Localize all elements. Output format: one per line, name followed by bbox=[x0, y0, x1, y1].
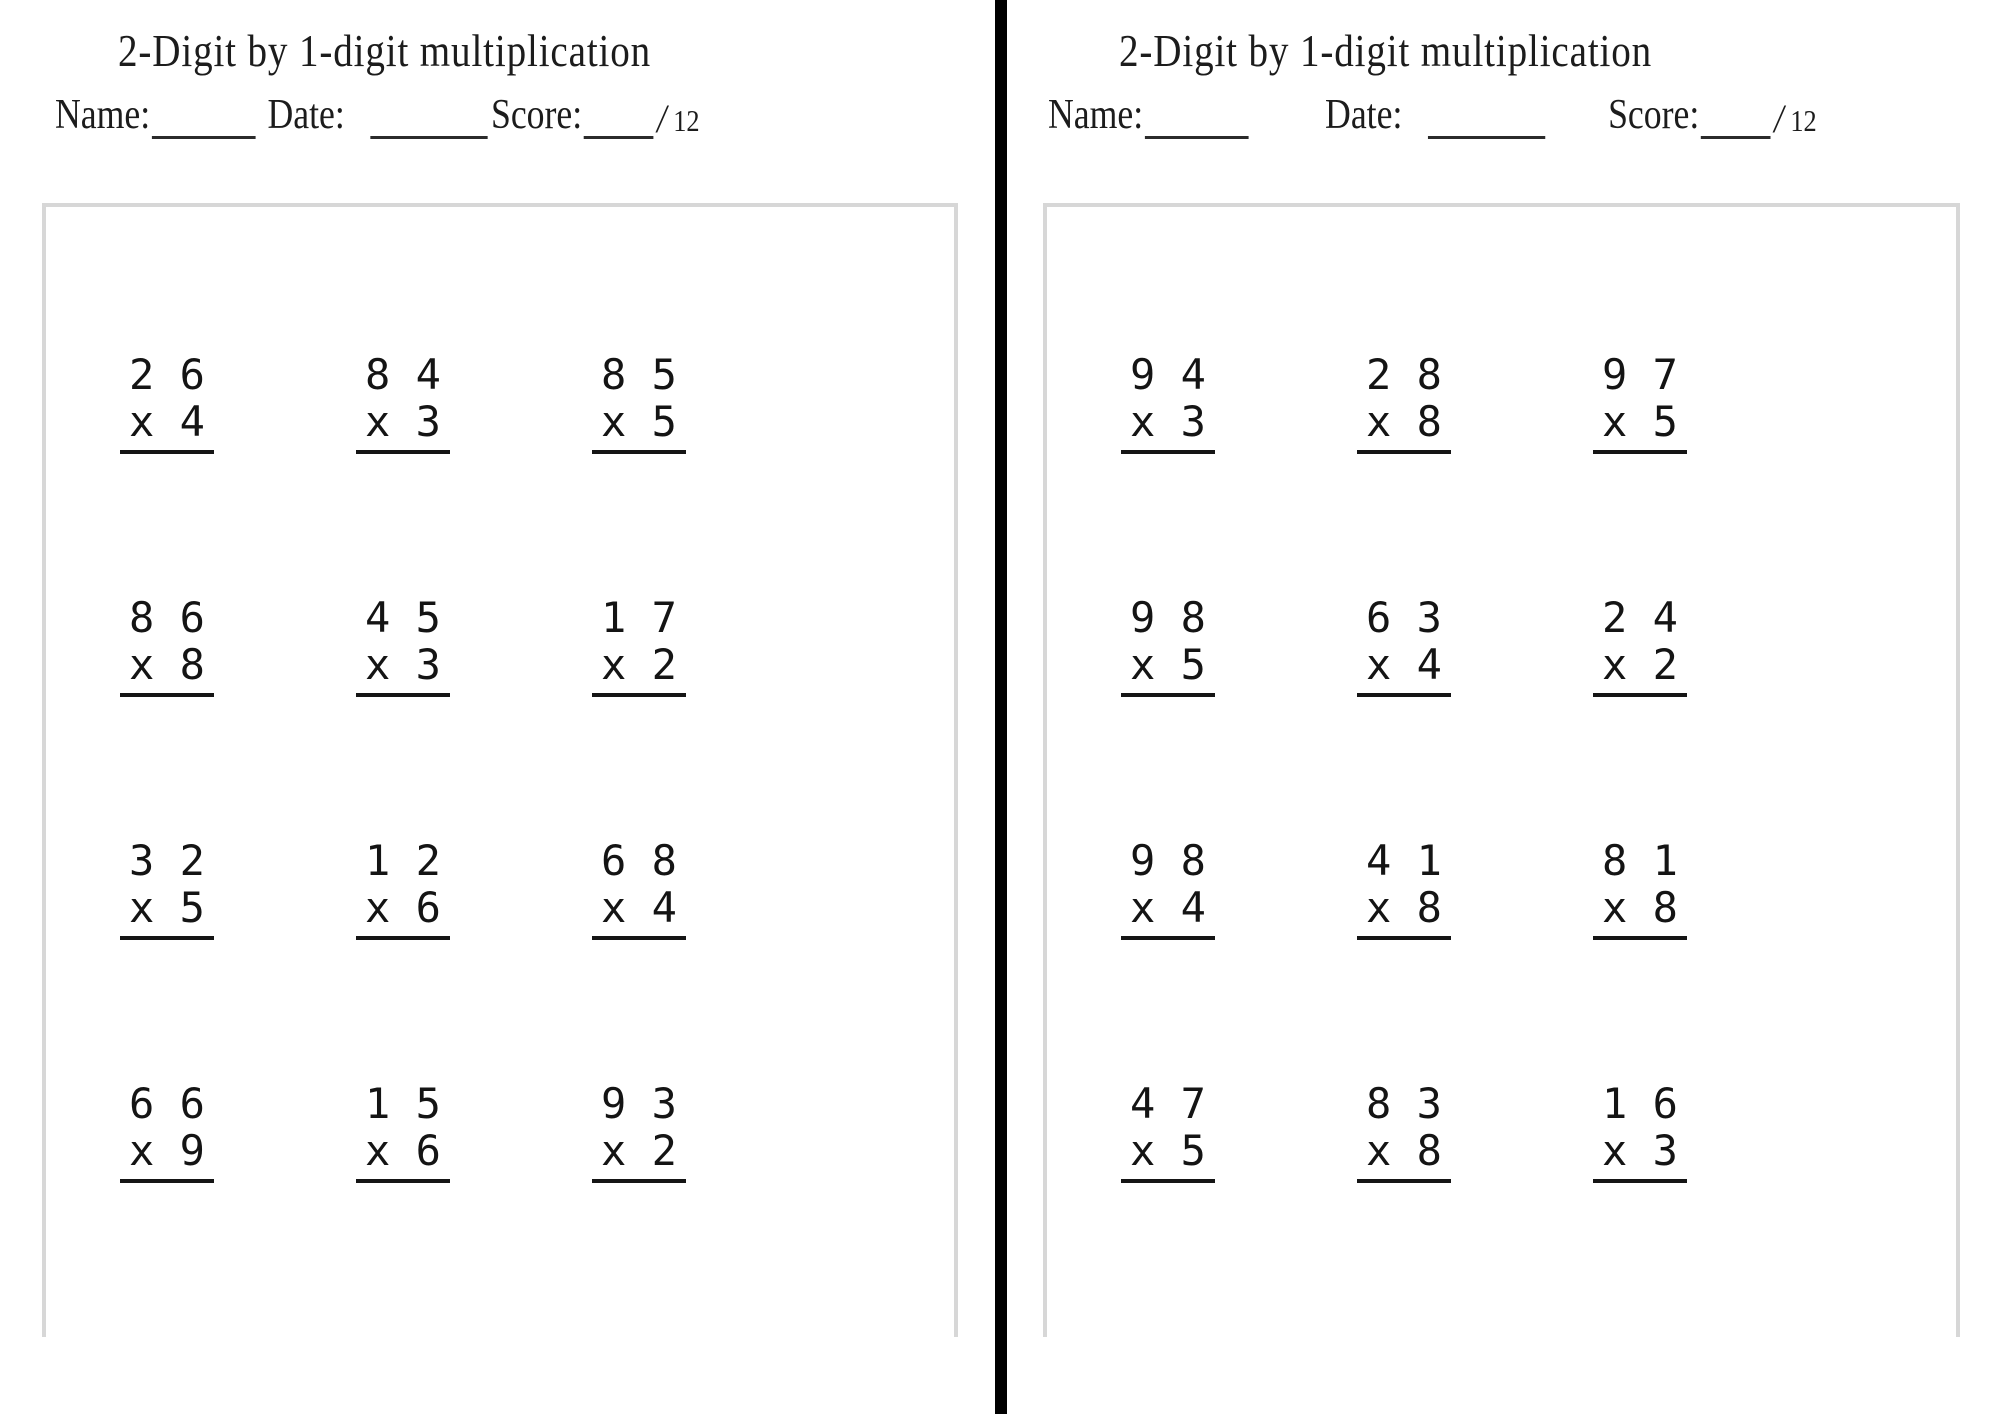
problems-box bbox=[1043, 203, 1960, 1337]
name-field bbox=[1048, 91, 1249, 139]
multiplicand-digits: 6 8 bbox=[601, 836, 677, 885]
multiplicand-digits: 2 8 bbox=[1366, 350, 1442, 399]
multiplicand-digits: 1 5 bbox=[365, 1079, 441, 1128]
multiplicand-digits: 8 6 bbox=[129, 593, 205, 642]
multiplication-problem bbox=[1593, 1080, 1687, 1183]
multiplication-problem bbox=[120, 837, 214, 940]
date-field bbox=[267, 91, 487, 139]
multiplier-row: x 4 bbox=[1366, 640, 1442, 689]
multiplication-problem bbox=[592, 351, 686, 454]
multiplication-problem bbox=[1121, 837, 1215, 940]
multiplicand-digits: 9 7 bbox=[1602, 350, 1678, 399]
name-blank-line bbox=[152, 100, 256, 139]
score-slash: / bbox=[1774, 96, 1784, 141]
multiplication-problem bbox=[1357, 1080, 1451, 1183]
multiplicand-digits: 1 7 bbox=[601, 593, 677, 642]
multiplier-row: x 5 bbox=[1602, 397, 1678, 446]
multiplicand-digits: 9 8 bbox=[1130, 593, 1206, 642]
problems-box bbox=[42, 203, 958, 1337]
multiplier-row: x 8 bbox=[129, 640, 205, 689]
multiplicand-digits: 8 3 bbox=[1366, 1079, 1442, 1128]
score-blank-line bbox=[584, 100, 654, 139]
multiplication-problem bbox=[1121, 351, 1215, 454]
multiplication-problem bbox=[1357, 837, 1451, 940]
score-blank-line bbox=[1701, 100, 1771, 139]
multiplicand-digits: 2 6 bbox=[129, 350, 205, 399]
multiplication-problem bbox=[356, 594, 450, 697]
multiplier-row: x 3 bbox=[365, 640, 441, 689]
worksheet-page-right bbox=[1007, 0, 2000, 1414]
multiplication-problem bbox=[592, 1080, 686, 1183]
score-label: Score: bbox=[490, 92, 583, 138]
multiplicand-digits: 9 4 bbox=[1130, 350, 1206, 399]
multiplier-row: x 5 bbox=[1130, 1126, 1206, 1175]
multiplier-row: x 9 bbox=[129, 1126, 205, 1175]
multiplication-problem bbox=[1121, 1080, 1215, 1183]
multiplicand-digits: 4 7 bbox=[1130, 1079, 1206, 1128]
multiplier-row: x 3 bbox=[1130, 397, 1206, 446]
multiplication-problem bbox=[1593, 594, 1687, 697]
score-slash: / bbox=[656, 96, 667, 141]
multiplier-row: x 3 bbox=[1602, 1126, 1678, 1175]
date-blank-line bbox=[1428, 100, 1545, 139]
name-label: Name: bbox=[1048, 92, 1144, 138]
multiplication-problem bbox=[356, 351, 450, 454]
score-field bbox=[1608, 91, 1817, 139]
date-label: Date: bbox=[267, 92, 345, 138]
page-divider bbox=[995, 0, 1007, 1414]
worksheet-page-left bbox=[0, 0, 995, 1414]
header-fields-row bbox=[1007, 91, 2000, 139]
multiplier-row: x 2 bbox=[1602, 640, 1678, 689]
score-total: 12 bbox=[1790, 102, 1817, 138]
multiplicand-digits: 6 3 bbox=[1366, 593, 1442, 642]
multiplier-row: x 2 bbox=[601, 1126, 677, 1175]
multiplicand-digits: 1 6 bbox=[1602, 1079, 1678, 1128]
multiplicand-digits: 6 6 bbox=[129, 1079, 205, 1128]
multiplier-row: x 5 bbox=[601, 397, 677, 446]
multiplication-problem bbox=[356, 837, 450, 940]
multiplier-row: x 5 bbox=[1130, 640, 1206, 689]
score-field bbox=[491, 91, 700, 139]
multiplier-row: x 8 bbox=[1602, 883, 1678, 932]
multiplier-row: x 6 bbox=[365, 883, 441, 932]
multiplication-problem bbox=[120, 1080, 214, 1183]
multiplicand-digits: 9 3 bbox=[601, 1079, 677, 1128]
multiplicand-digits: 4 5 bbox=[365, 593, 441, 642]
multiplicand-digits: 8 5 bbox=[601, 350, 677, 399]
multiplicand-digits: 4 1 bbox=[1366, 836, 1442, 885]
multiplier-row: x 4 bbox=[1130, 883, 1206, 932]
date-field bbox=[1325, 91, 1545, 139]
name-label: Name: bbox=[55, 92, 151, 138]
multiplication-problem bbox=[120, 351, 214, 454]
score-label: Score: bbox=[1608, 92, 1700, 138]
header-fields-row bbox=[0, 91, 995, 139]
date-blank-line bbox=[370, 100, 487, 139]
date-label: Date: bbox=[1325, 92, 1403, 138]
multiplicand-digits: 3 2 bbox=[129, 836, 205, 885]
page-title: 2-Digit by 1-digit multiplication bbox=[118, 25, 652, 76]
multiplication-problem bbox=[120, 594, 214, 697]
multiplicand-digits: 2 4 bbox=[1602, 593, 1678, 642]
score-total: 12 bbox=[673, 102, 700, 138]
multiplication-problem bbox=[592, 594, 686, 697]
multiplier-row: x 8 bbox=[1366, 883, 1442, 932]
multiplication-problem bbox=[1593, 351, 1687, 454]
multiplier-row: x 6 bbox=[365, 1126, 441, 1175]
page-title: 2-Digit by 1-digit multiplication bbox=[1119, 25, 1653, 76]
multiplier-row: x 4 bbox=[129, 397, 205, 446]
multiplication-problem bbox=[1593, 837, 1687, 940]
multiplier-row: x 4 bbox=[601, 883, 677, 932]
multiplier-row: x 3 bbox=[365, 397, 441, 446]
multiplicand-digits: 1 2 bbox=[365, 836, 441, 885]
multiplier-row: x 8 bbox=[1366, 397, 1442, 446]
multiplier-row: x 5 bbox=[129, 883, 205, 932]
multiplication-problem bbox=[356, 1080, 450, 1183]
multiplication-problem bbox=[1357, 351, 1451, 454]
multiplicand-digits: 8 4 bbox=[365, 350, 441, 399]
problems-grid bbox=[1047, 207, 1956, 1183]
name-field bbox=[55, 91, 256, 139]
problems-grid bbox=[46, 207, 954, 1183]
multiplier-row: x 2 bbox=[601, 640, 677, 689]
multiplication-problem bbox=[1357, 594, 1451, 697]
multiplicand-digits: 8 1 bbox=[1602, 836, 1678, 885]
multiplication-problem bbox=[592, 837, 686, 940]
name-blank-line bbox=[1145, 100, 1249, 139]
multiplier-row: x 8 bbox=[1366, 1126, 1442, 1175]
multiplicand-digits: 9 8 bbox=[1130, 836, 1206, 885]
multiplication-problem bbox=[1121, 594, 1215, 697]
